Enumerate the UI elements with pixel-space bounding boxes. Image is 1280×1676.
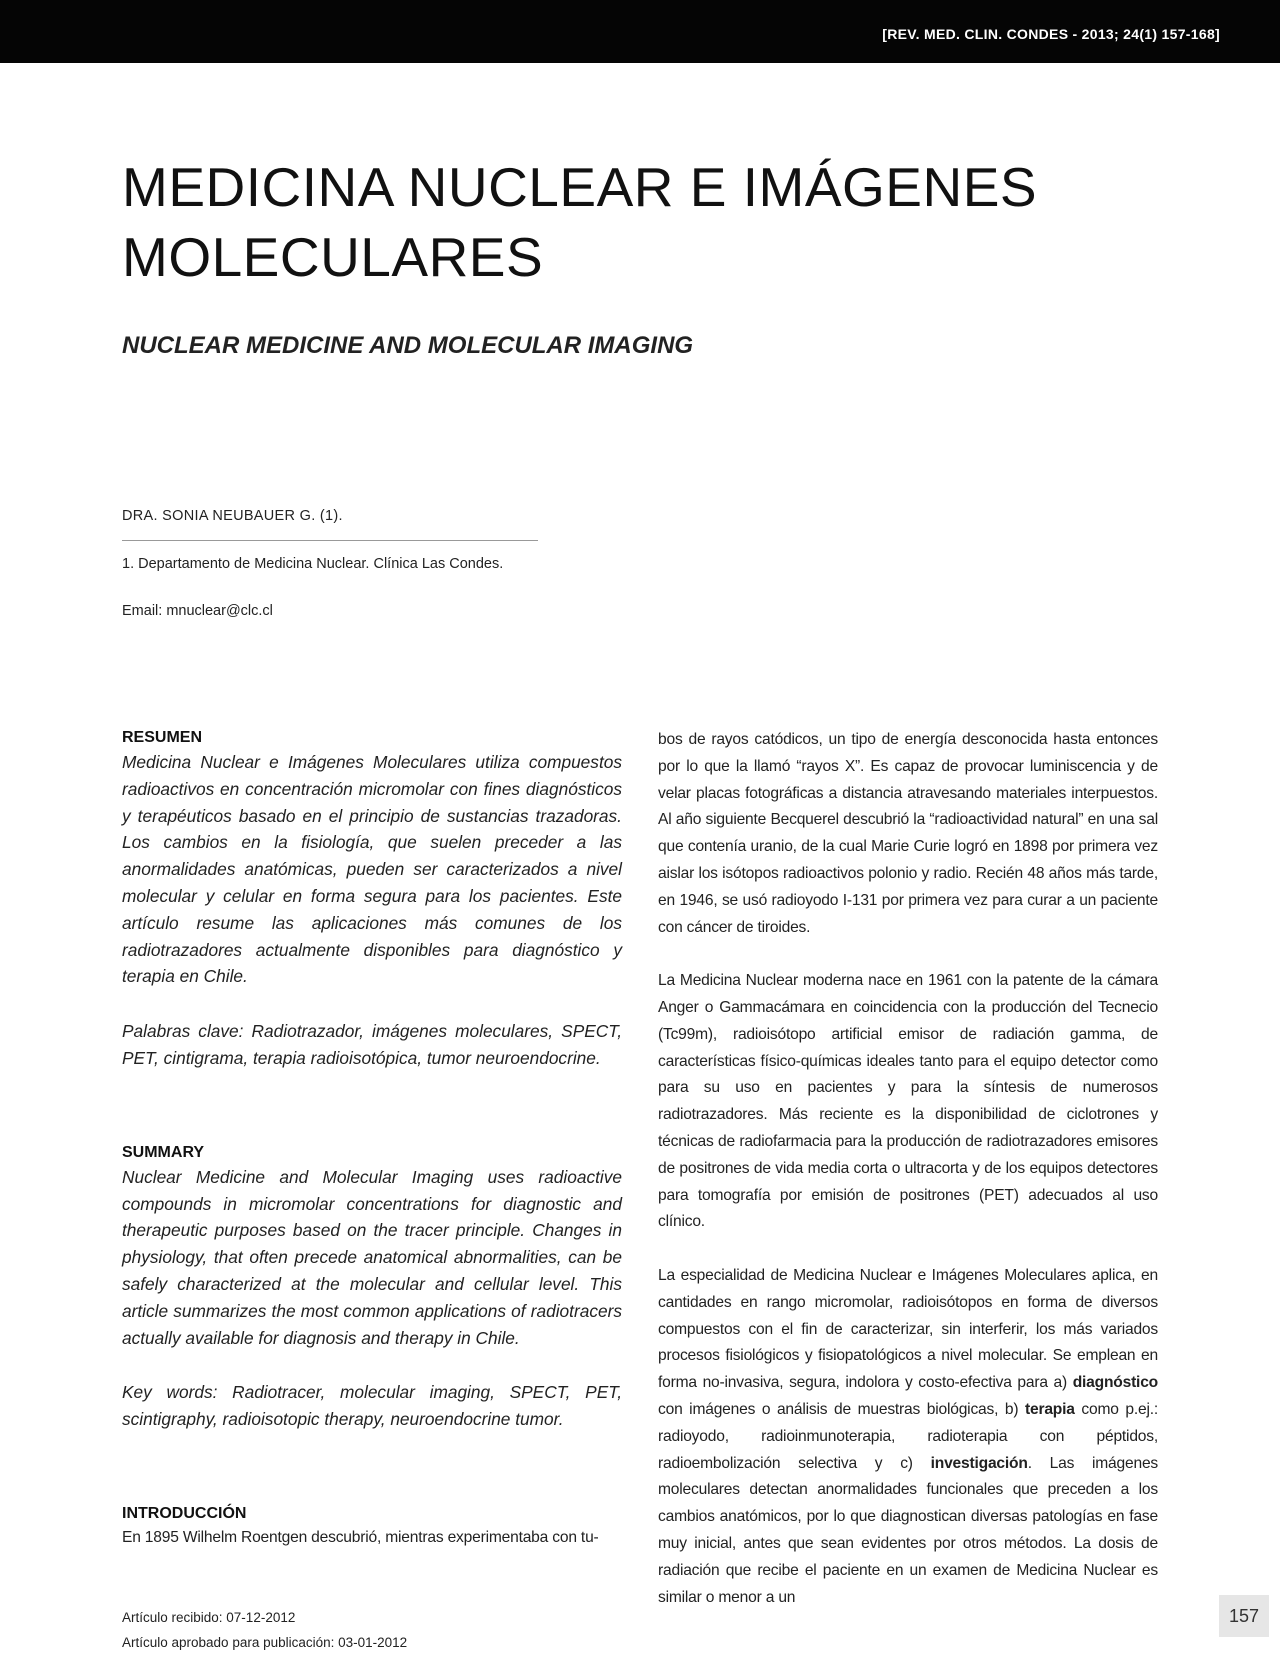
received-date: Artículo recibido: 07-12-2012 — [122, 1610, 296, 1625]
approved-date: Artículo aprobado para publicación: 03-01-2012 — [122, 1635, 408, 1650]
term-investigacion: investigación — [930, 1454, 1028, 1472]
header-bar — [0, 0, 1280, 63]
introduccion-section — [122, 1503, 622, 1552]
introduccion-text-start: En 1895 Wilhelm Roentgen descubrió, mientras experimentaba con tu- — [122, 1528, 599, 1546]
resumen-keywords: Palabras clave: Radiotrazador, imágenes moleculares, SPECT, PET, cintigrama, terapia radioisotópica, tumor neuroendocrine. — [122, 1021, 622, 1068]
summary-keywords: Key words: Radiotracer, molecular imaging, SPECT, PET, scintigraphy, radioisotopic therapy, neuroendocrine tumor. — [122, 1382, 622, 1430]
right-column — [658, 727, 1158, 1611]
resumen-section — [122, 727, 622, 1072]
summary-section — [122, 1142, 622, 1433]
title-line-2: MOLECULARES — [122, 226, 544, 288]
summary-heading: SUMMARY — [122, 1143, 205, 1161]
left-column — [122, 727, 622, 1552]
paragraph-3-text: La especialidad de Medicina Nuclear e Imágenes Moleculares aplica, en cantidades en rango micromolar, radioisótopos en forma de diversos compuestos con el fin de caracterizar, sin interferir, los más variados procesos fisiológicos y fisiopatológicos a nivel molecular. Se emplean en forma no-invasiva, segura, indolora y costo-efectiva para a) — [658, 1266, 1158, 1392]
journal-reference: [REV. MED. CLIN. CONDES - 2013; 24(1) 157-168] — [882, 26, 1220, 42]
page-number: 157 — [1219, 1595, 1269, 1637]
introduccion-paragraph-2: La Medicina Nuclear moderna nace en 1961 con la patente de la cámara Anger o Gammacámara en coincidencia con la producción del Tecnecio (Tc99m), radioisótopo artificial emisor de radiación gamma, de características físico-químicas ideales tanto para el equipo detector como para su uso en pacientes y para la síntesis de numerosos radiotrazadores. Más reciente es la disponibilidad de ciclotrones y técnicas de radiofarmacia para la producción de radiotrazadores emisores de positrones de vida media corta o ultracorta y de los equipos detectores para tomografía por emisión de positrones (PET) adecuados al uso clínico. — [658, 972, 1158, 1231]
term-terapia: terapia — [1025, 1400, 1075, 1418]
introduccion-heading: INTRODUCCIÓN — [122, 1504, 247, 1522]
paragraph-3-text: con imágenes o análisis de muestras biológicas, b) — [658, 1400, 1025, 1418]
author-divider — [122, 540, 538, 541]
resumen-text: Medicina Nuclear e Imágenes Moleculares utiliza compuestos radioactivos en concentración micromolar con fines diagnósticos y terapéuticos basado en el principio de sustancias trazadoras. Los cambios en la fisiología, que suelen preceder a las anormalidades anatómicas, pueden ser caracterizados a nivel molecular y celular en forma segura para los pacientes. Este artículo resume las aplicaciones más comunes de los radiotrazadores actualmente disponibles para diagnóstico y terapia en Chile. — [122, 752, 622, 987]
paragraph-3-text: . Las imágenes moleculares detectan anormalidades funcionales que preceden a los cambios anatómicos, por lo que diagnostican diversas patologías en fase muy inicial, antes que sean evidentes por otros métodos. La dosis de radiación que recibe el paciente en un examen de Medicina Nuclear es similar o menor a un — [658, 1454, 1159, 1606]
introduccion-paragraph-3 — [658, 1263, 1158, 1611]
summary-text: Nuclear Medicine and Molecular Imaging uses radioactive compounds in micromolar concentrations for diagnostic and therapeutic purposes based on the tracer principle. Changes in physiology, that often precede anatomical abnormalities, can be safely characterized at the molecular and cellular level. This article summarizes the most common applications of radiotracers actually available for diagnosis and therapy in Chile. — [122, 1166, 622, 1348]
article-title — [122, 152, 1122, 292]
introduccion-paragraph-1: bos de rayos catódicos, un tipo de energía desconocida hasta entonces por lo que la llamó “rayos X”. Es capaz de provocar luminiscencia y de velar placas fotográficas a distancia atravesando materiales interpuestos. Al año siguiente Becquerel descubrió la “radioactividad natural” en una sal que contenía uranio, de la cual Marie Curie logró en 1898 por primera vez aislar los isótopos radioactivos polonio y radio. Recién 48 años más tarde, en 1946, se usó radioyodo I-131 por primera vez para curar a un paciente con cáncer de tiroides. — [658, 731, 1158, 936]
email: Email: mnuclear@clc.cl — [122, 603, 273, 619]
article-subtitle: NUCLEAR MEDICINE AND MOLECULAR IMAGING — [122, 332, 694, 359]
resumen-heading: RESUMEN — [122, 729, 203, 746]
article-dates — [122, 1605, 407, 1655]
paragraph-3-text: como p.ej.: radioyodo, radioinmunoterapia, radioterapia con péptidos, radioembolización selectiva y c) — [658, 1400, 1158, 1472]
term-diagnostico: diagnóstico — [1072, 1374, 1158, 1392]
author: DRA. SONIA NEUBAUER G. (1). — [122, 508, 343, 524]
affiliation: 1. Departamento de Medicina Nuclear. Clínica Las Condes. — [122, 556, 504, 572]
title-line-1: MEDICINA NUCLEAR E IMÁGENES — [122, 156, 1038, 218]
